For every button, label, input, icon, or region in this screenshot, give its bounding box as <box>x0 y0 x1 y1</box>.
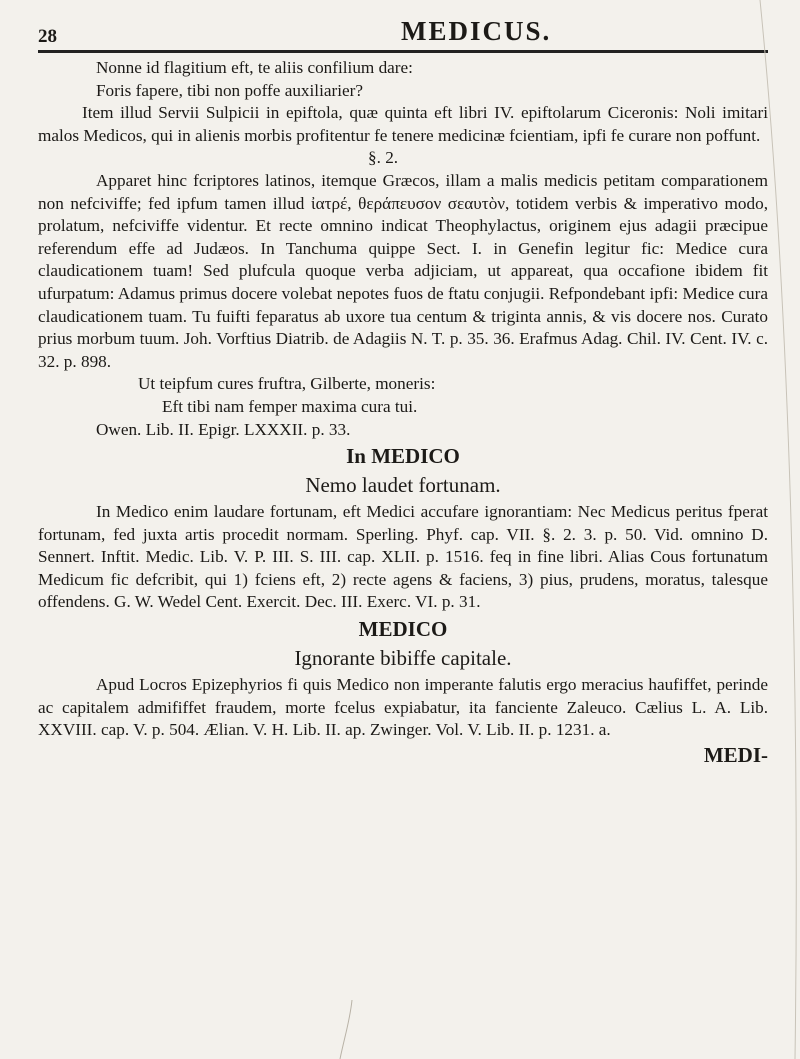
catchword: MEDI- <box>703 742 768 767</box>
verse-line: Foris fapere, tibi non poffe auxiliarier? <box>96 80 363 100</box>
section-heading: MEDICO <box>358 617 448 642</box>
section-subheading: Nemo laudet fortunam. <box>305 473 501 498</box>
body-text <box>38 57 768 766</box>
header-rule <box>38 50 768 53</box>
paragraph: Apparet hinc fcriptores latinos, itemque Græcos, illam a malis medicis petitam comparationem non nefciviffe; fed ipfum tamen illud ἰατρέ, θεράπευσον σεαυτὸν, totidem verbis & imperativo modo, prolatum, nefciviffe videntur. Et recte omnino indicat Theophylactus, originem ejus adagii præcipue referendum effe ad Judæos. In Tanchuma quippe Sect. I. in Genefin legitur fic: Medice cura claudicationem tuam! Sed plufcula quoque verba adjiciam, ut appareat, qua occafione ibidem fit ufurpatum: Adamus primus docere volebat nepotes fuos de ftatu conjugii. Refpondebant ipfi: Medice cura claudicationem tuam. Tu fuifti feparatus ab uxore tua centum & triginta annis, & vis docere nos. Curato prius morbum tuum. Joh. Vorftius Diatrib. de Adagiis N. T. p. 35. 36. Erafmus Adag. Chil. IV. Cent. IV. c. 32. p. 898. <box>38 170 768 371</box>
running-head <box>38 10 768 54</box>
citation: Owen. Lib. II. Epigr. LXXXII. p. 33. <box>96 419 351 439</box>
verse-line: Eft tibi nam femper maxima cura tui. <box>162 396 418 416</box>
section-heading: In MEDICO <box>346 444 460 469</box>
verse-line: Ut teipfum cures fruftra, Gilberte, moneris: <box>138 374 436 394</box>
paragraph: Apud Locros Epizephyrios fi quis Medico non imperante falutis ergo meracius haufiffet, perinde ac capitalem admififfet fraudem, morte fcelus expiabatur, ita fanciente Zaleuco. Cælius L. A. Lib. XXVIII. cap. V. p. 504. Ælian. V. H. Lib. II. ap. Zwinger. Vol. V. Lib. II. p. 1231. a. <box>38 675 768 740</box>
paragraph: Item illud Servii Sulpicii in epiftola, quæ quinta eft libri IV. epiftolarum Ciceronis: Noli imitari malos Medicos, qui in alienis morbis profitentur fe tenere medicinæ fcientiam, ipfi fe curare non poffunt. <box>38 103 768 145</box>
book-page <box>38 10 768 766</box>
running-title: MEDICUS. <box>401 16 552 46</box>
verse-line: Nonne id flagitium eft, te aliis confilium dare: <box>96 58 413 77</box>
paragraph: In Medico enim laudare fortunam, eft Medici accufare ignorantiam: Nec Medicus peritus fperat fortunam, fed juxta artis procedit normam. Sperling. Phyf. cap. VII. §. 2. 3. p. 50. Vid. omnino D. Sennert. Inftit. Medic. Lib. V. P. III. S. III. cap. XLII. p. 1516. feq in fine libri. Alias Cous fortunatum Medicum fic defcribit, qui 1) fciens eft, 2) recte agens & faciens, 3) pius, prudens, moratus, talesque offendens. G. W. Wedel Cent. Exercit. Dec. III. Exerc. VI. p. 31. <box>38 502 768 612</box>
page-number: 28 <box>38 26 57 47</box>
section-subheading: Ignorante bibiffe capitale. <box>294 646 512 671</box>
section-number: §. 2. <box>368 148 399 168</box>
